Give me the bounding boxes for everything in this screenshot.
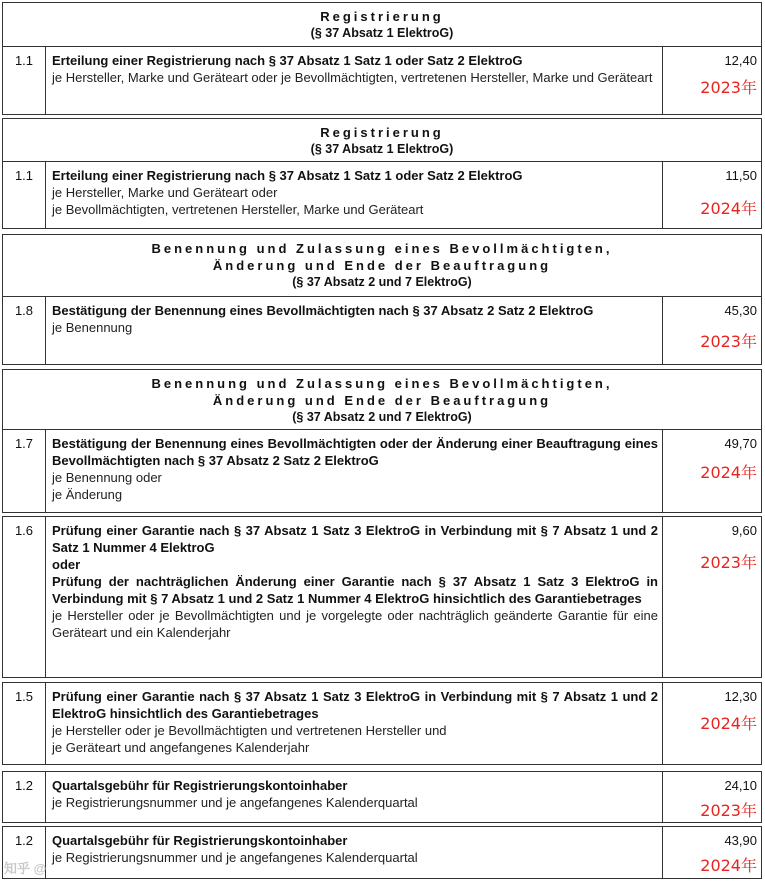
- section-subtitle: (§ 37 Absatz 1 ElektroG): [310, 26, 454, 40]
- fee-cell: [663, 683, 761, 764]
- year-annotation: 2024年: [700, 463, 757, 482]
- watermark: 知乎 @: [4, 861, 47, 876]
- year-annotation: 2024年: [700, 714, 757, 733]
- fee-amount: 45,30: [724, 303, 757, 318]
- row-detail: je Registrierungsnummer und je angefangenes Kalenderquartal: [52, 850, 418, 865]
- fee-block-6: [2, 682, 762, 765]
- year-annotation: 2023年: [700, 78, 757, 97]
- fee-cell: [663, 47, 761, 114]
- fee-amount: 9,60: [731, 523, 757, 538]
- section-title: Benennung und Zulassung eines Bevollmächtigten,: [151, 241, 613, 256]
- row-number: 1.8: [3, 297, 46, 364]
- row-description: [46, 517, 663, 677]
- row-number: 1.2: [3, 827, 46, 878]
- row-title: Bestätigung der Benennung eines Bevollmächtigten oder der Änderung einer Beauftragung eines Bevollmächtigten nach § 37 Absatz 2 Satz 2 ElektroG: [52, 436, 658, 468]
- section-subtitle: (§ 37 Absatz 2 und 7 ElektroG): [292, 275, 472, 289]
- row-description: [46, 772, 663, 822]
- fee-row: [3, 430, 761, 512]
- section-subtitle: (§ 37 Absatz 2 und 7 ElektroG): [292, 410, 472, 424]
- row-title: Quartalsgebühr für Registrierungskontoinhaber: [52, 778, 348, 793]
- fee-block-3: [2, 234, 762, 365]
- row-number: 1.1: [3, 162, 46, 228]
- row-detail: je Hersteller oder je Bevollmächtigten und je vorgelegte oder nachträglich geänderte Garantie für eine Geräteart und ein Kalenderjahr: [52, 608, 658, 640]
- row-detail: je Benennung oder: [52, 470, 162, 485]
- fee-row: [3, 827, 761, 878]
- year-annotation: 2023年: [700, 553, 757, 572]
- row-title-connector: oder: [52, 557, 81, 572]
- fee-cell: [663, 162, 761, 228]
- fee-block-4: [2, 369, 762, 513]
- row-title: Quartalsgebühr für Registrierungskontoinhaber: [52, 833, 348, 848]
- fee-cell: [663, 827, 761, 878]
- section-header: [3, 119, 761, 162]
- fee-block-2: [2, 118, 762, 229]
- section-header: [3, 3, 761, 47]
- fee-cell: [663, 517, 761, 677]
- fee-row: [3, 517, 761, 677]
- section-header: [3, 235, 761, 297]
- section-header: [3, 370, 761, 430]
- fee-amount: 11,50: [725, 168, 757, 183]
- row-description: [46, 297, 663, 364]
- fee-row: [3, 47, 761, 114]
- section-title: Registrierung: [320, 9, 444, 24]
- section-title: Änderung und Ende der Beauftragung: [212, 258, 552, 273]
- fee-row: [3, 772, 761, 822]
- row-title: Erteilung einer Registrierung nach § 37 Absatz 1 Satz 1 oder Satz 2 ElektroG: [52, 53, 523, 68]
- fee-block-7: [2, 771, 762, 823]
- year-annotation: 2024年: [700, 856, 757, 875]
- row-number: 1.7: [3, 430, 46, 512]
- fee-row: [3, 683, 761, 764]
- fee-amount: 49,70: [724, 436, 757, 451]
- section-title: Benennung und Zulassung eines Bevollmächtigten,: [151, 376, 613, 391]
- row-number: 1.5: [3, 683, 46, 764]
- fee-cell: [663, 297, 761, 364]
- fee-amount: 12,40: [724, 53, 757, 68]
- row-detail: je Bevollmächtigten, vertretenen Hersteller, Marke und Geräteart: [52, 202, 424, 217]
- row-title: Prüfung einer Garantie nach § 37 Absatz 1 Satz 3 ElektroG in Verbindung mit § 7 Absatz 1 und 2 ElektroG hinsichtlich des Garantiebetrages: [52, 689, 658, 721]
- fee-amount: 43,90: [724, 833, 757, 848]
- row-number: 1.1: [3, 47, 46, 114]
- fee-block-8: [2, 826, 762, 879]
- row-description: [46, 683, 663, 764]
- row-detail: je Änderung: [52, 487, 123, 502]
- row-detail: je Benennung: [52, 320, 133, 335]
- row-number: 1.6: [3, 517, 46, 677]
- row-detail: je Hersteller oder je Bevollmächtigten und vertretenen Hersteller und: [52, 723, 447, 738]
- row-title: Prüfung einer Garantie nach § 37 Absatz 1 Satz 3 ElektroG in Verbindung mit § 7 Absatz 1 und 2 Satz 1 Nummer 4 ElektroG: [52, 523, 658, 555]
- row-title: Prüfung der nachträglichen Änderung einer Garantie nach § 37 Absatz 1 Satz 3 ElektroG in Verbindung mit § 7 Absatz 1 und 2 Satz 1 Nummer 4 ElektroG hinsichtlich des Garantiebetrages: [52, 574, 658, 606]
- fee-amount: 12,30: [724, 689, 757, 704]
- row-description: [46, 47, 663, 114]
- fee-amount: 24,10: [724, 778, 757, 793]
- row-detail: je Hersteller, Marke und Geräteart oder: [52, 185, 278, 200]
- row-detail: je Hersteller, Marke und Geräteart oder je Bevollmächtigten, vertretenen Hersteller, Marke und Geräteart: [52, 70, 653, 85]
- year-annotation: 2023年: [700, 801, 757, 820]
- row-detail: je Registrierungsnummer und je angefangenes Kalenderquartal: [52, 795, 418, 810]
- fee-block-1: [2, 2, 762, 115]
- fee-row: [3, 162, 761, 228]
- row-description: [46, 827, 663, 878]
- row-description: [46, 430, 663, 512]
- row-detail: je Geräteart und angefangenes Kalenderjahr: [52, 740, 310, 755]
- row-number: 1.2: [3, 772, 46, 822]
- row-description: [46, 162, 663, 228]
- row-title: Bestätigung der Benennung eines Bevollmächtigten nach § 37 Absatz 2 Satz 2 ElektroG: [52, 303, 594, 318]
- section-title: Registrierung: [320, 125, 444, 140]
- section-title: Änderung und Ende der Beauftragung: [212, 393, 552, 408]
- fee-cell: [663, 430, 761, 512]
- fee-cell: [663, 772, 761, 822]
- fee-block-5: [2, 516, 762, 678]
- section-subtitle: (§ 37 Absatz 1 ElektroG): [310, 142, 454, 156]
- row-title: Erteilung einer Registrierung nach § 37 Absatz 1 Satz 1 oder Satz 2 ElektroG: [52, 168, 523, 183]
- fee-row: [3, 297, 761, 364]
- year-annotation: 2024年: [700, 199, 757, 218]
- year-annotation: 2023年: [700, 332, 757, 351]
